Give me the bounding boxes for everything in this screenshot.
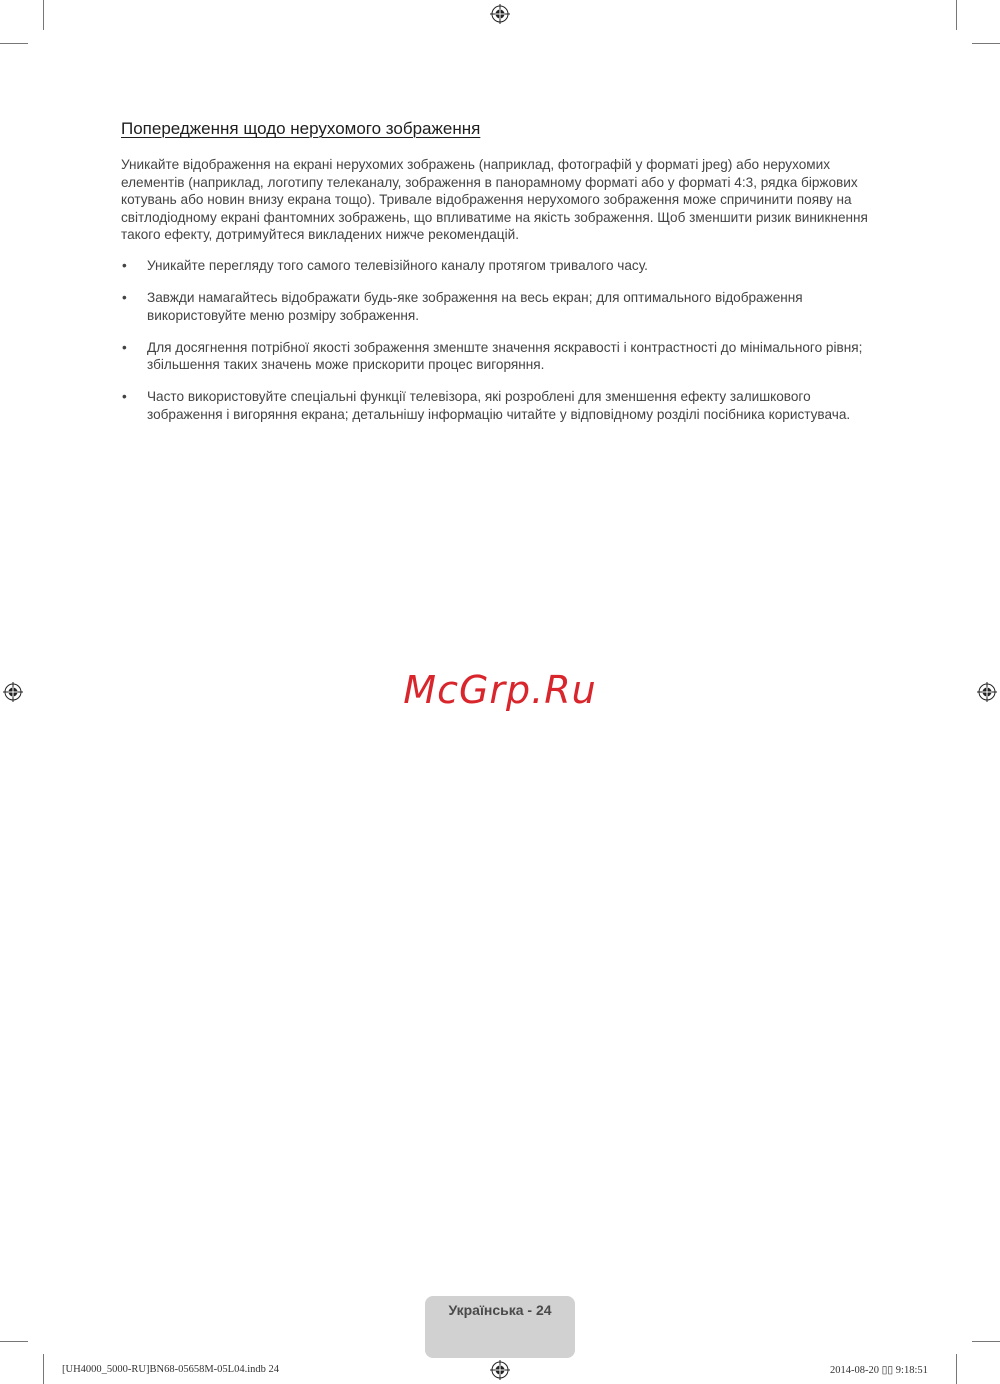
footer-timestamp: 2014-08-20 ▯▯ 9:18:51 — [830, 1365, 928, 1376]
bullet-icon: • — [122, 290, 127, 306]
page-label: Українська - 24 — [448, 1302, 552, 1318]
list-item — [121, 257, 881, 275]
crop-mark — [43, 1354, 44, 1384]
list-item — [121, 289, 881, 324]
list-item — [121, 339, 881, 374]
list-item-text: Часто використовуйте спеціальні функції телевізора, які розроблені для зменшення ефекту залишкового зображення і вигоряння екрана; детальнішу інформацію читайте у відповідному розділі посібника користувача. — [147, 389, 851, 423]
footer-file-info: [UH4000_5000-RU]BN68-05658M-05L04.indb 24 — [62, 1364, 279, 1375]
crop-mark — [956, 1354, 957, 1384]
crop-mark — [956, 0, 957, 30]
crop-mark — [972, 43, 1000, 44]
intro-paragraph: Уникайте відображення на екрані нерухомих зображень (наприклад, фотографій у форматі jpeg) або нерухомих елементів (наприклад, логотипу телеканалу, зображення в панорамному форматі або у форматі 4:3, рядка біржових котувань або новин внизу екрана тощо). Тривале відображення нерухомого зображення може спричинити появу на світлодіодному екрані фантомних зображень, що впливатиме на якість зображення. Щоб зменшити ризик виникнення такого ефекту, дотримуйтеся викладених нижче рекомендацій. — [121, 157, 868, 243]
crop-mark — [43, 0, 44, 30]
bullet-icon: • — [122, 389, 127, 405]
registration-mark-icon — [490, 1360, 510, 1380]
recommendation-list — [121, 257, 881, 438]
crop-mark — [972, 1341, 1000, 1342]
section-title: Попередження щодо нерухомого зображення — [121, 119, 481, 138]
registration-mark-icon — [490, 4, 510, 24]
crop-mark — [0, 1341, 28, 1342]
list-item-text: Завжди намагайтесь відображати будь-яке зображення на весь екран; для оптимального відображення використовуйте меню розміру зображення. — [147, 290, 803, 323]
page-number-tab — [425, 1296, 575, 1358]
bullet-icon: • — [122, 258, 127, 273]
crop-mark — [0, 43, 28, 44]
bullet-icon: • — [122, 339, 127, 355]
list-item-text: Уникайте перегляду того самого телевізійного каналу протягом тривалого часу. — [147, 258, 648, 273]
watermark-logo: McGrp.Ru — [403, 668, 597, 712]
list-item — [121, 388, 881, 423]
list-item-text: Для досягнення потрібної якості зображення зменште значення яскравості і контрастності до мінімального рівня; збільшення таких значень може прискорити процес вигоряння. — [147, 339, 863, 373]
